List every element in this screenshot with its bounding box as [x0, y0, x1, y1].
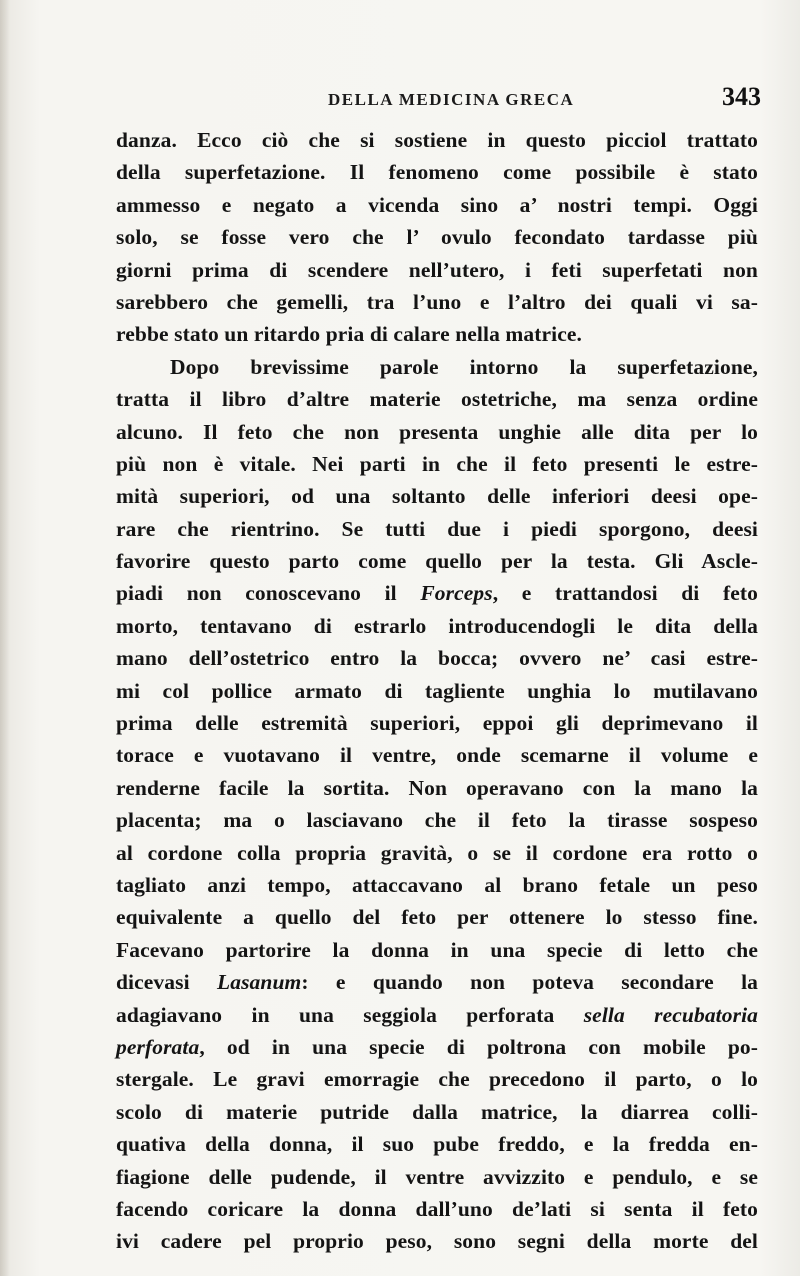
- text-line: tratta il libro d’altre materie ostetriche, ma senza ordine: [116, 387, 758, 412]
- italic-term: perforata: [116, 1034, 200, 1059]
- text-run: piadi non conoscevano il: [116, 581, 421, 606]
- text-line: scolo di materie putride dalla matrice, la diarrea colli-: [116, 1099, 758, 1124]
- text-line: danza. Ecco ciò che si sostiene in questo picciol trattato: [116, 128, 758, 152]
- page-number: 343: [722, 82, 761, 111]
- page-header: [118, 84, 763, 120]
- italic-term: Lasanum: [216, 970, 302, 995]
- text-line: mità superiori, od una soltanto delle inferiori deesi ope-: [116, 484, 758, 509]
- text-line: favorire questo parto come quello per la testa. Gli Ascle-: [116, 549, 758, 574]
- text-line: [116, 1031, 758, 1063]
- page-gutter-shadow: [0, 0, 10, 1276]
- text-line: al cordone colla propria gravità, o se il cordone era rotto o: [116, 840, 758, 865]
- text-line: placenta; ma o lasciavano che il feto la tirasse sospeso: [116, 808, 758, 833]
- text-line: rebbe stato un ritardo pria di calare nella matrice.: [116, 322, 582, 347]
- text-line: fiagione delle pudende, il ventre avvizzito e pendulo, e se: [116, 1164, 758, 1189]
- text-run: , od in una specie di poltrona con mobile po-: [199, 1034, 758, 1059]
- text-line: equivalente a quello del feto per ottenere lo stesso fine.: [116, 905, 758, 930]
- text-line: [116, 966, 758, 998]
- body-text: [116, 124, 758, 1258]
- text-line: morto, tentavano di estrarlo introducendogli le dita della: [116, 613, 758, 638]
- text-line: della superfetazione. Il fenomeno come possibile è stato: [116, 160, 758, 185]
- text-line: torace e vuotavano il ventre, onde scemarne il volume e: [116, 743, 758, 768]
- text-line: alcuno. Il feto che non presenta unghie alle dita per lo: [116, 419, 758, 444]
- text-run: adagiavano in una seggiola perforata: [116, 1002, 584, 1027]
- text-line: sarebbero che gemelli, tra l’uno e l’altro dei quali vi sa-: [116, 289, 758, 314]
- text-line: prima delle estremità superiori, eppoi gli deprimevano il: [116, 711, 758, 736]
- text-line: rare che rientrino. Se tutti due i piedi sporgono, deesi: [116, 516, 758, 541]
- italic-term: sella recubatoria: [583, 1002, 759, 1027]
- text-line: stergale. Le gravi emorragie che precedono il parto, o lo: [116, 1067, 758, 1092]
- text-line: [116, 577, 758, 609]
- text-run: : e quando non poteva secondare la: [301, 970, 758, 995]
- text-line: solo, se fosse vero che l’ ovulo fecondato tardasse più: [116, 225, 758, 250]
- paragraph-first-line: Dopo brevissime parole intorno la superfetazione,: [170, 354, 758, 379]
- text-run: dicevasi: [116, 970, 217, 995]
- text-line: più non è vitale. Nei parti in che il feto presenti le estre-: [116, 451, 758, 476]
- text-line: quativa della donna, il suo pube freddo, e la fredda en-: [116, 1132, 758, 1157]
- text-line: tagliato anzi tempo, attaccavano al brano fetale un peso: [116, 872, 758, 897]
- text-line: ammesso e negato a vicenda sino a’ nostri tempi. Oggi: [116, 192, 758, 217]
- text-line: mi col pollice armato di tagliente unghia lo mutilavano: [116, 678, 758, 703]
- italic-term: Forceps: [420, 581, 493, 606]
- text-line: facendo coricare la donna dall’uno de’lati si senta il feto: [116, 1196, 758, 1221]
- running-title: DELLA MEDICINA GRECA: [328, 90, 575, 109]
- text-line: giorni prima di scendere nell’utero, i feti superfetati non: [116, 257, 758, 282]
- text-line: renderne facile la sortita. Non operavano con la mano la: [116, 775, 758, 800]
- text-line: ivi cadere pel proprio peso, sono segni della morte del: [116, 1229, 758, 1254]
- text-line: mano dell’ostetrico entro la bocca; ovvero ne’ casi estre-: [116, 646, 758, 671]
- text-line: Facevano partorire la donna in una specie di letto che: [116, 937, 758, 962]
- text-line: [116, 999, 758, 1031]
- text-run: , e trattandosi di feto: [492, 581, 758, 606]
